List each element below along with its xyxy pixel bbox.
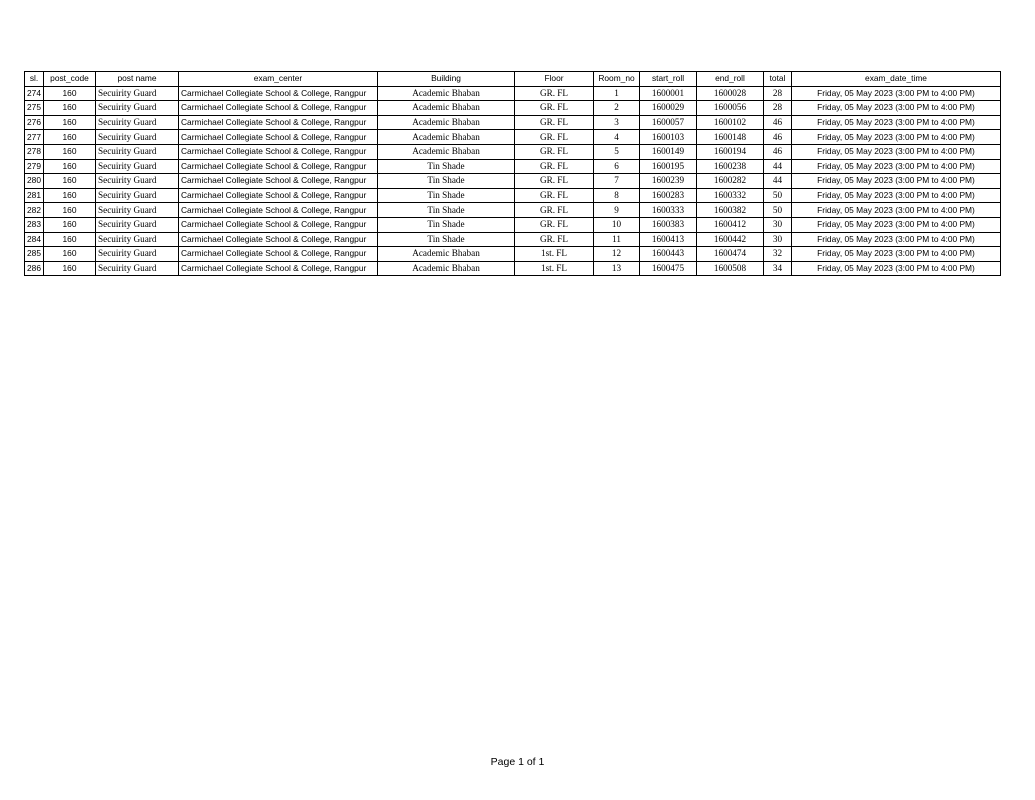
cell-building: Academic Bhaban bbox=[378, 130, 515, 145]
table-row bbox=[25, 188, 1001, 203]
cell-exam-date-time: Friday, 05 May 2023 (3:00 PM to 4:00 PM) bbox=[792, 232, 1001, 247]
cell-total: 44 bbox=[764, 174, 792, 189]
cell-floor: GR. FL bbox=[515, 86, 594, 101]
table-row bbox=[25, 174, 1001, 189]
cell-start-roll: 1600195 bbox=[640, 159, 697, 174]
cell-building: Tin Shade bbox=[378, 232, 515, 247]
cell-start-roll: 1600103 bbox=[640, 130, 697, 145]
column-header-start-roll: start_roll bbox=[640, 72, 697, 87]
cell-exam-center: Carmichael Collegiate School & College, Rangpur bbox=[179, 130, 378, 145]
cell-exam-date-time: Friday, 05 May 2023 (3:00 PM to 4:00 PM) bbox=[792, 86, 1001, 101]
cell-post-code: 160 bbox=[44, 174, 96, 189]
cell-post-code: 160 bbox=[44, 232, 96, 247]
cell-end-roll: 1600442 bbox=[697, 232, 764, 247]
cell-room-no: 3 bbox=[594, 115, 640, 130]
cell-floor: GR. FL bbox=[515, 144, 594, 159]
cell-post-name: Secuirity Guard bbox=[96, 217, 179, 232]
cell-floor: GR. FL bbox=[515, 159, 594, 174]
cell-room-no: 1 bbox=[594, 86, 640, 101]
cell-total: 50 bbox=[764, 188, 792, 203]
cell-exam-center: Carmichael Collegiate School & College, Rangpur bbox=[179, 86, 378, 101]
cell-post-code: 160 bbox=[44, 188, 96, 203]
cell-end-roll: 1600412 bbox=[697, 217, 764, 232]
cell-end-roll: 1600148 bbox=[697, 130, 764, 145]
table-body bbox=[25, 86, 1001, 276]
cell-building: Tin Shade bbox=[378, 159, 515, 174]
cell-exam-date-time: Friday, 05 May 2023 (3:00 PM to 4:00 PM) bbox=[792, 115, 1001, 130]
cell-floor: GR. FL bbox=[515, 101, 594, 116]
cell-start-roll: 1600413 bbox=[640, 232, 697, 247]
cell-room-no: 4 bbox=[594, 130, 640, 145]
cell-building: Tin Shade bbox=[378, 174, 515, 189]
cell-building: Academic Bhaban bbox=[378, 247, 515, 262]
cell-exam-date-time: Friday, 05 May 2023 (3:00 PM to 4:00 PM) bbox=[792, 217, 1001, 232]
table-row bbox=[25, 115, 1001, 130]
cell-post-name: Secuirity Guard bbox=[96, 203, 179, 218]
cell-sl: 282 bbox=[25, 203, 44, 218]
column-header-exam-center: exam_center bbox=[179, 72, 378, 87]
seat-plan-table bbox=[24, 71, 1001, 276]
cell-post-code: 160 bbox=[44, 86, 96, 101]
cell-start-roll: 1600383 bbox=[640, 217, 697, 232]
cell-end-roll: 1600194 bbox=[697, 144, 764, 159]
table-row bbox=[25, 159, 1001, 174]
cell-building: Academic Bhaban bbox=[378, 144, 515, 159]
cell-exam-center: Carmichael Collegiate School & College, Rangpur bbox=[179, 203, 378, 218]
cell-sl: 278 bbox=[25, 144, 44, 159]
cell-post-name: Secuirity Guard bbox=[96, 115, 179, 130]
cell-sl: 283 bbox=[25, 217, 44, 232]
table-row bbox=[25, 247, 1001, 262]
cell-exam-center: Carmichael Collegiate School & College, Rangpur bbox=[179, 247, 378, 262]
cell-sl: 284 bbox=[25, 232, 44, 247]
cell-end-roll: 1600332 bbox=[697, 188, 764, 203]
cell-post-name: Secuirity Guard bbox=[96, 130, 179, 145]
cell-start-roll: 1600029 bbox=[640, 101, 697, 116]
cell-total: 30 bbox=[764, 232, 792, 247]
cell-start-roll: 1600057 bbox=[640, 115, 697, 130]
cell-post-name: Secuirity Guard bbox=[96, 86, 179, 101]
cell-total: 46 bbox=[764, 115, 792, 130]
cell-sl: 280 bbox=[25, 174, 44, 189]
cell-total: 46 bbox=[764, 144, 792, 159]
table-row bbox=[25, 86, 1001, 101]
cell-building: Tin Shade bbox=[378, 188, 515, 203]
cell-post-name: Secuirity Guard bbox=[96, 144, 179, 159]
cell-total: 34 bbox=[764, 261, 792, 276]
cell-post-code: 160 bbox=[44, 130, 96, 145]
cell-post-name: Secuirity Guard bbox=[96, 159, 179, 174]
cell-post-code: 160 bbox=[44, 159, 96, 174]
table-row bbox=[25, 144, 1001, 159]
column-header-total: total bbox=[764, 72, 792, 87]
cell-start-roll: 1600001 bbox=[640, 86, 697, 101]
cell-post-code: 160 bbox=[44, 217, 96, 232]
cell-post-name: Secuirity Guard bbox=[96, 247, 179, 262]
cell-post-code: 160 bbox=[44, 115, 96, 130]
cell-room-no: 9 bbox=[594, 203, 640, 218]
cell-post-name: Secuirity Guard bbox=[96, 261, 179, 276]
cell-exam-center: Carmichael Collegiate School & College, Rangpur bbox=[179, 174, 378, 189]
cell-post-code: 160 bbox=[44, 247, 96, 262]
cell-post-code: 160 bbox=[44, 203, 96, 218]
cell-start-roll: 1600239 bbox=[640, 174, 697, 189]
column-header-end-roll: end_roll bbox=[697, 72, 764, 87]
cell-building: Academic Bhaban bbox=[378, 86, 515, 101]
cell-post-name: Secuirity Guard bbox=[96, 174, 179, 189]
cell-post-code: 160 bbox=[44, 101, 96, 116]
cell-floor: 1st. FL bbox=[515, 261, 594, 276]
cell-exam-center: Carmichael Collegiate School & College, Rangpur bbox=[179, 159, 378, 174]
cell-exam-date-time: Friday, 05 May 2023 (3:00 PM to 4:00 PM) bbox=[792, 261, 1001, 276]
cell-sl: 285 bbox=[25, 247, 44, 262]
column-header-post-code: post_code bbox=[44, 72, 96, 87]
cell-total: 44 bbox=[764, 159, 792, 174]
cell-start-roll: 1600283 bbox=[640, 188, 697, 203]
cell-start-roll: 1600149 bbox=[640, 144, 697, 159]
cell-floor: 1st. FL bbox=[515, 247, 594, 262]
cell-sl: 286 bbox=[25, 261, 44, 276]
cell-floor: GR. FL bbox=[515, 174, 594, 189]
cell-end-roll: 1600474 bbox=[697, 247, 764, 262]
cell-exam-date-time: Friday, 05 May 2023 (3:00 PM to 4:00 PM) bbox=[792, 188, 1001, 203]
cell-building: Tin Shade bbox=[378, 217, 515, 232]
cell-total: 28 bbox=[764, 101, 792, 116]
cell-room-no: 7 bbox=[594, 174, 640, 189]
cell-exam-center: Carmichael Collegiate School & College, Rangpur bbox=[179, 115, 378, 130]
cell-end-roll: 1600102 bbox=[697, 115, 764, 130]
column-header-post-name: post name bbox=[96, 72, 179, 87]
cell-exam-date-time: Friday, 05 May 2023 (3:00 PM to 4:00 PM) bbox=[792, 247, 1001, 262]
cell-floor: GR. FL bbox=[515, 115, 594, 130]
cell-building: Tin Shade bbox=[378, 203, 515, 218]
cell-end-roll: 1600382 bbox=[697, 203, 764, 218]
table-header-row bbox=[25, 72, 1001, 87]
table-row bbox=[25, 261, 1001, 276]
table-row bbox=[25, 101, 1001, 116]
table-row bbox=[25, 217, 1001, 232]
cell-room-no: 5 bbox=[594, 144, 640, 159]
cell-total: 30 bbox=[764, 217, 792, 232]
column-header-floor: Floor bbox=[515, 72, 594, 87]
column-header-sl: sl. bbox=[25, 72, 44, 87]
cell-building: Academic Bhaban bbox=[378, 101, 515, 116]
cell-sl: 277 bbox=[25, 130, 44, 145]
cell-sl: 281 bbox=[25, 188, 44, 203]
cell-room-no: 12 bbox=[594, 247, 640, 262]
cell-exam-date-time: Friday, 05 May 2023 (3:00 PM to 4:00 PM) bbox=[792, 174, 1001, 189]
cell-sl: 276 bbox=[25, 115, 44, 130]
page-number: Page 1 of 1 bbox=[490, 756, 545, 768]
cell-total: 46 bbox=[764, 130, 792, 145]
cell-exam-date-time: Friday, 05 May 2023 (3:00 PM to 4:00 PM) bbox=[792, 144, 1001, 159]
cell-total: 32 bbox=[764, 247, 792, 262]
table-row bbox=[25, 232, 1001, 247]
cell-start-roll: 1600475 bbox=[640, 261, 697, 276]
cell-sl: 279 bbox=[25, 159, 44, 174]
cell-building: Academic Bhaban bbox=[378, 261, 515, 276]
cell-room-no: 8 bbox=[594, 188, 640, 203]
cell-start-roll: 1600443 bbox=[640, 247, 697, 262]
cell-floor: GR. FL bbox=[515, 188, 594, 203]
column-header-building: Building bbox=[378, 72, 515, 87]
cell-end-roll: 1600028 bbox=[697, 86, 764, 101]
cell-total: 28 bbox=[764, 86, 792, 101]
cell-end-roll: 1600508 bbox=[697, 261, 764, 276]
column-header-exam-date-time: exam_date_time bbox=[792, 72, 1001, 87]
cell-exam-date-time: Friday, 05 May 2023 (3:00 PM to 4:00 PM) bbox=[792, 203, 1001, 218]
cell-room-no: 11 bbox=[594, 232, 640, 247]
cell-building: Academic Bhaban bbox=[378, 115, 515, 130]
cell-exam-center: Carmichael Collegiate School & College, Rangpur bbox=[179, 144, 378, 159]
cell-floor: GR. FL bbox=[515, 217, 594, 232]
cell-floor: GR. FL bbox=[515, 130, 594, 145]
cell-end-roll: 1600056 bbox=[697, 101, 764, 116]
table-row bbox=[25, 130, 1001, 145]
cell-exam-center: Carmichael Collegiate School & College, Rangpur bbox=[179, 217, 378, 232]
cell-start-roll: 1600333 bbox=[640, 203, 697, 218]
cell-exam-date-time: Friday, 05 May 2023 (3:00 PM to 4:00 PM) bbox=[792, 130, 1001, 145]
cell-post-name: Secuirity Guard bbox=[96, 232, 179, 247]
cell-exam-center: Carmichael Collegiate School & College, Rangpur bbox=[179, 261, 378, 276]
cell-room-no: 2 bbox=[594, 101, 640, 116]
cell-post-code: 160 bbox=[44, 261, 96, 276]
cell-exam-center: Carmichael Collegiate School & College, Rangpur bbox=[179, 188, 378, 203]
cell-exam-date-time: Friday, 05 May 2023 (3:00 PM to 4:00 PM) bbox=[792, 101, 1001, 116]
column-header-room-no: Room_no bbox=[594, 72, 640, 87]
cell-total: 50 bbox=[764, 203, 792, 218]
cell-room-no: 6 bbox=[594, 159, 640, 174]
cell-post-name: Secuirity Guard bbox=[96, 101, 179, 116]
cell-floor: GR. FL bbox=[515, 203, 594, 218]
cell-post-code: 160 bbox=[44, 144, 96, 159]
cell-sl: 275 bbox=[25, 101, 44, 116]
cell-end-roll: 1600282 bbox=[697, 174, 764, 189]
table-row bbox=[25, 203, 1001, 218]
cell-room-no: 13 bbox=[594, 261, 640, 276]
cell-floor: GR. FL bbox=[515, 232, 594, 247]
cell-end-roll: 1600238 bbox=[697, 159, 764, 174]
cell-post-name: Secuirity Guard bbox=[96, 188, 179, 203]
cell-exam-center: Carmichael Collegiate School & College, Rangpur bbox=[179, 101, 378, 116]
cell-room-no: 10 bbox=[594, 217, 640, 232]
cell-sl: 274 bbox=[25, 86, 44, 101]
cell-exam-date-time: Friday, 05 May 2023 (3:00 PM to 4:00 PM) bbox=[792, 159, 1001, 174]
cell-exam-center: Carmichael Collegiate School & College, Rangpur bbox=[179, 232, 378, 247]
